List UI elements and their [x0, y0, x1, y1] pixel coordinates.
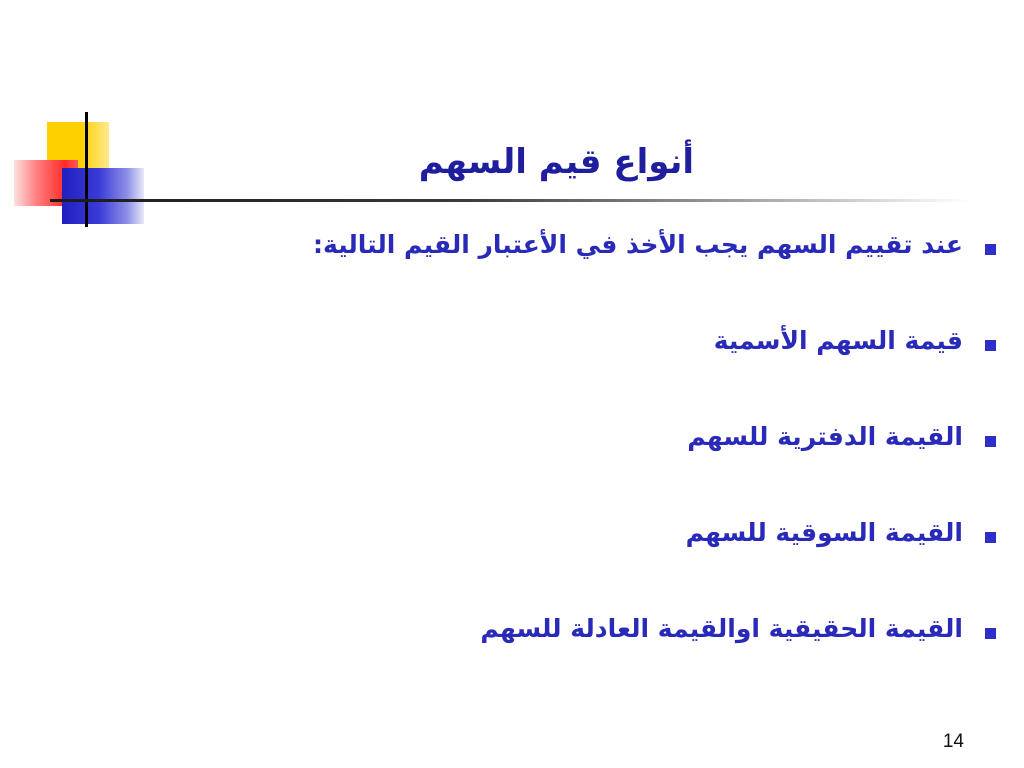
square-bullet-icon [985, 244, 996, 255]
list-item [276, 318, 996, 414]
square-bullet-icon [985, 532, 996, 543]
square-bullet-icon [985, 436, 996, 447]
blue-square-shape [62, 168, 144, 224]
bullet-list [276, 222, 996, 702]
decorative-logo [0, 0, 180, 240]
bullet-text: القيمة السوقية للسهم [685, 518, 963, 547]
list-item [276, 222, 996, 318]
square-bullet-icon [985, 340, 996, 351]
list-item [276, 414, 996, 510]
bullet-text: عند تقييم السهم يجب الأخذ في الأعتبار القيم التالية: [313, 230, 963, 259]
bullet-text: القيمة الدفترية للسهم [687, 422, 963, 451]
list-item [276, 510, 996, 606]
square-bullet-icon [985, 628, 996, 639]
bullet-text: القيمة الحقيقية اوالقيمة العادلة للسهم [480, 614, 963, 643]
slide-title: أنواع قيم السهم [418, 142, 694, 182]
title-underline-rule [50, 199, 970, 202]
page-number: 14 [942, 731, 964, 752]
vertical-rule [85, 112, 88, 227]
bullet-text: قيمة السهم الأسمية [713, 326, 963, 355]
list-item [276, 606, 996, 702]
